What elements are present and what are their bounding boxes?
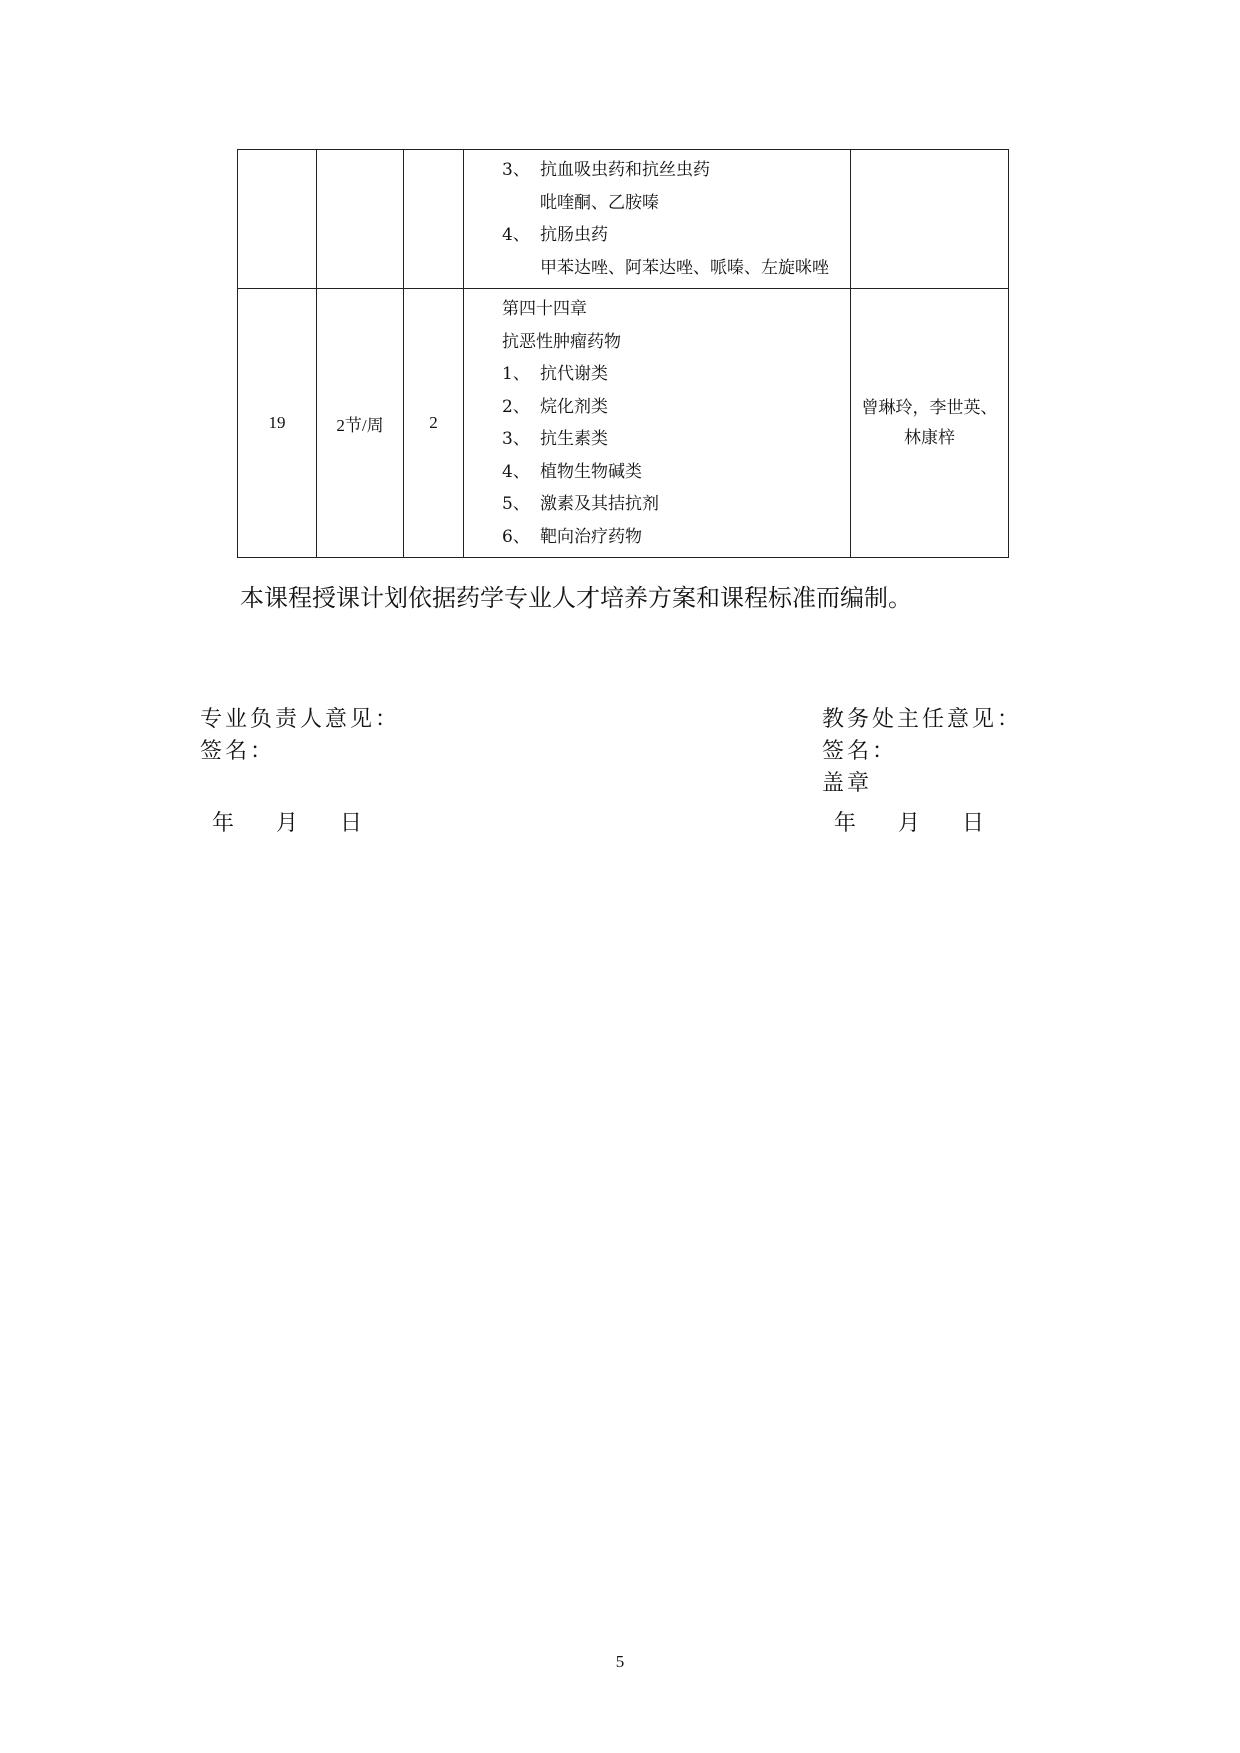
content-line: 3、 抗血吸虫药和抗丝虫药	[502, 160, 710, 180]
content-line: 1、 抗代谢类	[502, 364, 608, 384]
academic-director-opinion-label: 教务处主任意见：	[822, 707, 1023, 732]
week-cell	[238, 150, 317, 289]
week-cell: 19	[238, 289, 317, 558]
chapter-number: 第四十四章	[502, 299, 587, 319]
plan-basis-note: 本课程授课计划依据药学专业人才培养方案和课程标准而编制。	[240, 584, 912, 612]
chapter-title: 抗恶性肿瘤药物	[502, 331, 621, 352]
teaching-plan-table	[237, 149, 1009, 558]
content-line: 4、 植物生物碱类	[502, 461, 642, 482]
teacher-cell: 曾琳玲，李世英、 林康梓	[851, 289, 1009, 558]
content-line: 4、 抗肠虫药	[502, 225, 608, 245]
right-signature-block	[822, 704, 1022, 800]
left-date-line: 年 月 日	[212, 811, 363, 836]
content-line: 吡喹酮、乙胺嗪	[540, 192, 659, 213]
page-number: 5	[615, 1652, 625, 1671]
right-signature-label: 签名：	[822, 739, 898, 764]
content-line: 5、 激素及其拮抗剂	[502, 494, 659, 514]
content-cell	[464, 150, 851, 289]
major-leader-opinion-label: 专业负责人意见：	[200, 707, 401, 732]
hours-cell: 2节/周	[317, 289, 404, 558]
count-cell: 2	[404, 289, 464, 558]
teacher-cell	[851, 150, 1009, 289]
content-line: 6、 靶向治疗药物	[502, 526, 642, 547]
left-signature-label: 签名：	[200, 739, 276, 764]
table-row	[238, 289, 1009, 558]
count-cell	[404, 150, 464, 289]
content-line: 甲苯达唑、阿苯达唑、哌嗪、左旋咪唑	[540, 257, 829, 278]
content-line: 3、 抗生素类	[502, 429, 608, 449]
right-date-line: 年 月 日	[834, 811, 985, 836]
hours-cell	[317, 150, 404, 289]
left-signature-block	[200, 704, 400, 768]
content-cell	[464, 289, 851, 558]
content-line: 2、 烷化剂类	[502, 396, 608, 417]
stamp-label: 盖章	[822, 771, 873, 796]
table-row	[238, 150, 1009, 289]
